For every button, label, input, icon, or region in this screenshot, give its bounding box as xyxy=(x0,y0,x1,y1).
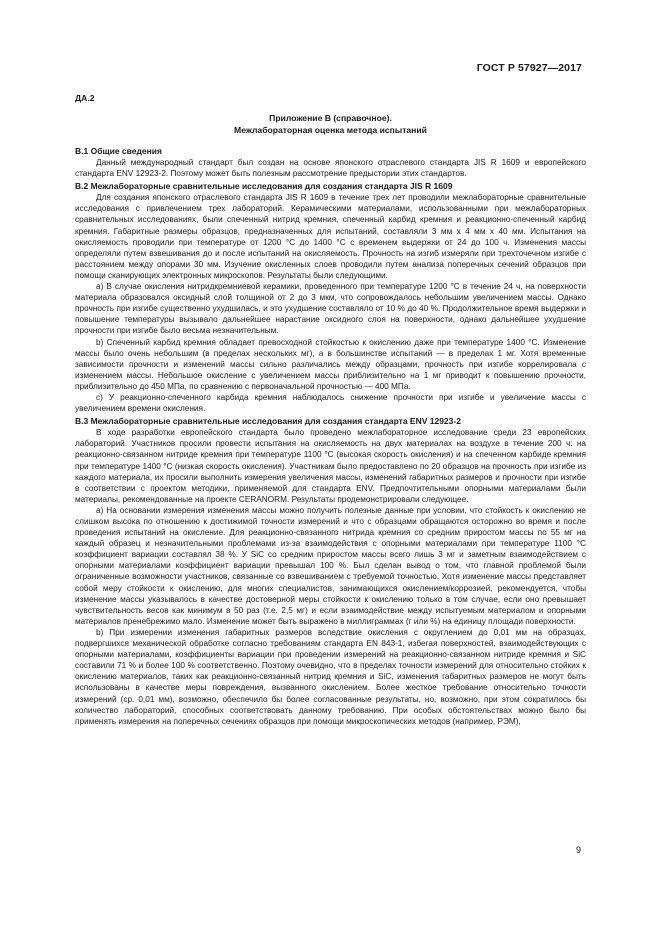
paragraph: Данный международный стандарт был создан на основе японского отраслевого стандарта JIS R 1609 и европейского стандарта ENV 12923-2. Поэтому может быть полезным рассмотрение предыстории этих стандартов. xyxy=(75,158,586,179)
paragraph: а) В случае окисления нитридкремниевой керамики, проведенного при температуре 1200 °С в течение 24 ч, на поверхности материала образовался оксидный слой толщиной от 2 до 3 мкм, что сопровождалось небольшим увеличением массы. Однако прочность при изгибе существенно ухудшилась, и это ухудшение составляло от 10 % до 40 %. Продолжительное время выдержки и повышение температуры вызывало дальнейшее нарастание оксидного слоя на поверхности, однако дальнейшее ухудшение прочности при изгибе было весьма незначительным. xyxy=(75,282,586,336)
paragraph: b) При измерении изменения габаритных размеров вследствие окисления с округлением до 0,01 мм на образцах, подвергшихся механической обработке согласно требованиям стандарта EN 843-1, избегая поверхностей, взаимодействующих с опорными материалами, коэффициенты вариации при проведении измерений на реакционно-связанном нитриде кремния и SiC составили 71 % и более 100 % соответственно. Поэтому очевидно, что в пределах точности измерений для относительно стойких к окислению материалов, таких как реакционно-связанный нитрид кремния и SiC, изменения габаритных размеров не могут быть использованы в качестве меры повреждения, вызванного окислением. Более жесткое требование относительно точности измерений (ср. 0,01 мм), возможно, обеспечило бы более согласованные результаты, но, возможно, при этом сократилось бы количество лабораторий, способных соответствовать данному требованию. При особых обстоятельствах можно было бы применять измерения на поперечных сечениях образцов при помощи микроскопических методов (например, РЭМ), xyxy=(75,627,586,726)
da-label: ДА.2 xyxy=(75,93,95,103)
appendix-heading xyxy=(75,113,586,136)
paragraph: c) У реакционно-спеченного карбида кремния наблюдалось снижение прочности при изгибе и увеличение массы с увеличением времени окисления. xyxy=(75,392,586,414)
section-heading-b1: В.1 Общие сведения xyxy=(75,145,162,156)
document-body xyxy=(75,93,586,727)
section-heading-b2: В.2 Межлабораторные сравнительные исследования для создания стандарта JIS R 1609 xyxy=(75,181,453,192)
appendix-subtitle: Межлабораторная оценка метода испытаний xyxy=(234,124,427,135)
paragraph: а) На основании измерения изменения массы можно получить полезные данные при условии, что стойкость к окислению не слишком высока по отношению к достижимой точности измерений и что с образцами обращаются осторожно во время и после проведения испытаний на окисление. Для реакционно-связанного нитрида кремния со средним приростом массы по 55 мг на каждый образец и незначительными проблемами из-за взаимодействия с опорными материалами при температуре 1100 °С коэффициент вариации составлял 38 %. У SiC со средним приростом массы всего лишь 3 мг и заметным взаимодействием с опорными материалами коэффициент вариации превышал 100 %. Был сделан вывод о том, что главной проблемой были ограниченные возможности участников, связанные со взвешиванием с требуемой точностью. Хотя изменение массы представляет собой меру стойкости к окислению, для многих специалистов, занимающихся окислением/коррозией, рекомендуется, чтобы изменение массы указывалось в качестве достоверной меры стойкости к окислению только в том случае, если оно превышает чувствительность весов как минимум в 50 раз (т.е. 2,5 мг) и если взаимодействие между испытуемым материалом и опорными материалов пренебрежимо мало. Изменение может быть выражено в миллиграммах (г или %) на единицу площади поверхности. xyxy=(75,505,586,626)
appendix-title: Приложение В (справочное). xyxy=(269,113,392,124)
section-heading-b3: В.3 Межлабораторные сравнительные исследования для создания стандарта ENV 12923-2 xyxy=(75,416,461,427)
page-number: 9 xyxy=(575,845,581,855)
document-header-code: ГОСТ Р 57927—2017 xyxy=(476,62,582,74)
paragraph: В ходе разработки европейского стандарта было проведено межлабораторное исследование среди 23 европейских лабораторий. Участников просили провести испытания на окисляемость на двух материалах на воздухе в течение 200 ч: на реакционно-связанном нитриде кремния при температуре 1100 °С (высокая скорость окисления) и на спеченном карбиде кремния при температуре 1400 °С (низкая скорость окисления). Участникам было предоставлено по 20 образцов на прочность при изгибе из каждого материала, их просили выполнить измерения увеличения массы, изменений габаритных размеров и прочности при изгибе в соответствии с проектом методики, применяемой для стандарта ENV. Предпочтительными опорными материалами были материалы, рекомендованные на проекте CERANORM. Результаты продемонстрировали следующее. xyxy=(75,428,586,504)
paragraph: b) Спеченный карбид кремния обладает превосходной стойкостью к окислению даже при температуре 1400 °С. Изменение массы было очень небольшим (в пределах нескольких мг), а в большинстве испытаний — в пределах 1 мг. Хотя временные зависимости прочности и изменений массы сильно различались между образцами, прочность при изгибе коррелировала с изменением массы. Небольшое окисление с увеличением массы приблизительно на 1 мг приводит к повышению прочности, приблизительно до 450 МПа, по сравнению с первоначальной прочностью — 400 МПа. xyxy=(75,337,586,391)
paragraph: Для создания японского отраслевого стандарта JIS R 1609 в течение трех лет проводили межлабораторные сравнительные исследования с привлечением трех лабораторий. Керамическими материалами, использованными при межлабораторных сравнительных исследованиях, были спеченный нитрид кремния, спеченный карбид кремния и реакционно-спеченный карбид кремния. Габаритные размеры образцов, предназначенных для испытаний, составляли 3 мм х 4 мм х 40 мм. Испытания на окисляемость проводили при температуре от 1200 °С до 1400 °С с временем выдержки от 24 до 100 ч. Изменения массы определяли путем взвешивания до и после испытаний на окисляемость. Прочность на изгиб измеряли при трехточечном изгибе с расстоянием между опорами 30 мм. Изучение окисленных слоев проводили путем анализа поперечных сечений образцов при помощи сканирующих электронных микроскопов. Результаты были следующими. xyxy=(75,193,586,280)
